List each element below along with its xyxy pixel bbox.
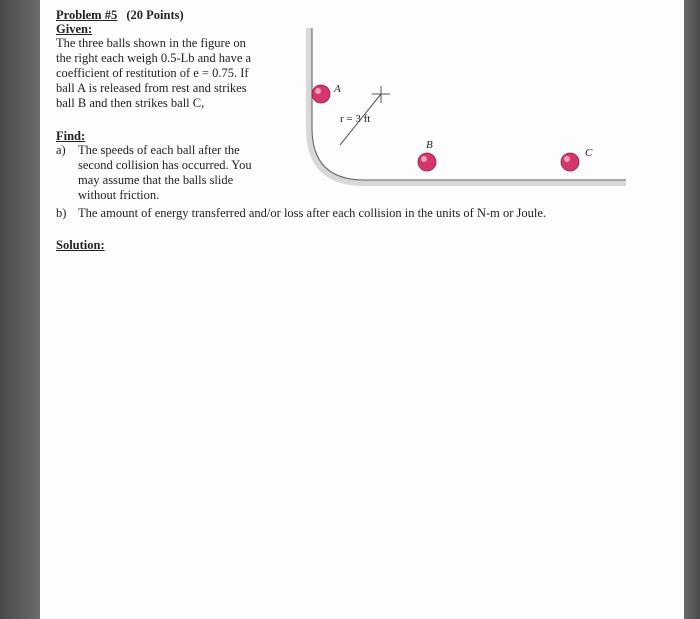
- ball-b: [418, 153, 436, 171]
- find-a-line-2: second collision has occurred. You: [78, 158, 252, 172]
- given-line-4: ball A is released from rest and strikes: [56, 81, 247, 95]
- ball-b-highlight: [421, 156, 427, 162]
- find-a-line-3: may assume that the balls slide: [78, 173, 234, 187]
- collision-figure: [40, 0, 684, 619]
- ball-c: [561, 153, 579, 171]
- given-line-2: the right each weigh 0.5-Lb and have a: [56, 51, 252, 65]
- find-b-marker: b): [56, 206, 67, 220]
- find-b-text: The amount of energy transferred and/or loss after each collision in the units of N-m or Joule.: [78, 206, 547, 220]
- ball-b-label: B: [426, 139, 433, 151]
- ball-c-label: C: [585, 147, 593, 159]
- right-frame-edge: [684, 0, 700, 619]
- ball-c-highlight: [564, 156, 570, 162]
- find-heading: Find:: [56, 129, 86, 143]
- given-line-5: ball B and then strikes ball C,: [56, 96, 205, 110]
- solution-heading: Solution:: [56, 238, 105, 252]
- ball-a: [312, 85, 330, 103]
- problem-title: Problem #5: [56, 8, 118, 22]
- track-line: [312, 28, 626, 180]
- ball-a-label: A: [334, 83, 341, 95]
- problem-points: (20 Points): [126, 8, 184, 22]
- radius-label: r = 3 ft: [340, 113, 371, 125]
- find-a-line-4: without friction.: [78, 188, 160, 202]
- given-line-3: coefficient of restitution of e = 0.75. If: [56, 66, 249, 80]
- ball-a-highlight: [315, 88, 321, 94]
- given-line-1: The three balls shown in the figure on: [56, 36, 246, 50]
- find-a-marker: a): [56, 143, 66, 157]
- left-frame-edge: [0, 0, 40, 619]
- find-a-line-1: The speeds of each ball after the: [78, 143, 240, 157]
- given-heading: Given:: [56, 22, 93, 36]
- document-page: [40, 0, 684, 619]
